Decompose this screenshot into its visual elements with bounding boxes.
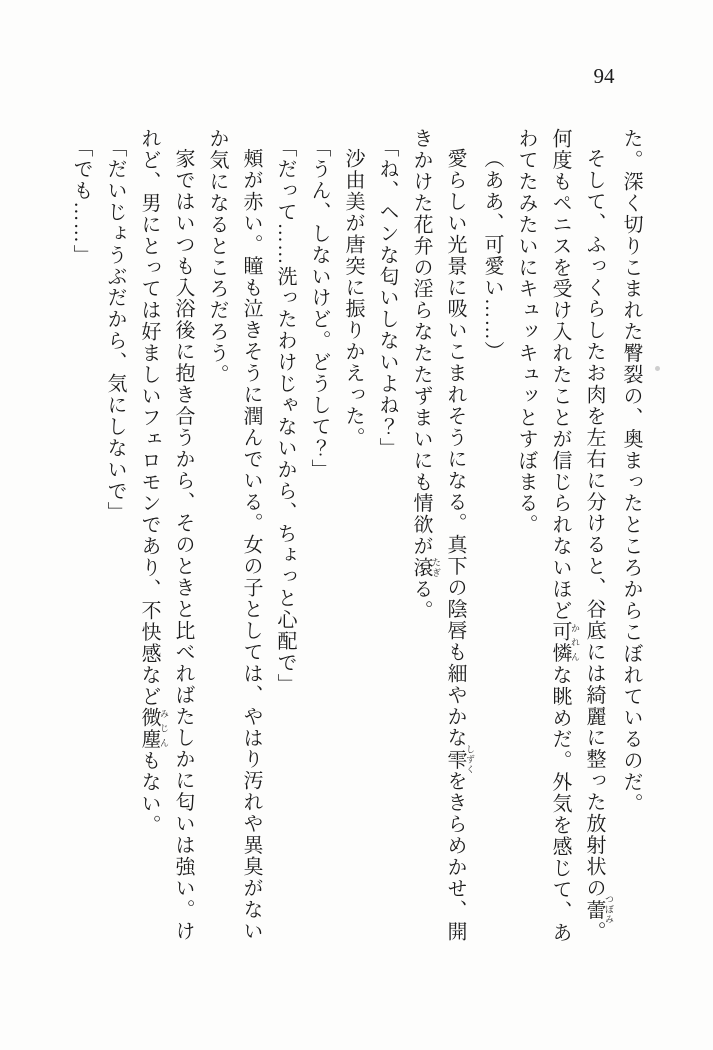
paragraph: 沙由美が唐突に振りかえった。 xyxy=(342,148,364,449)
furigana-ruby: 滾 たぎ xyxy=(410,557,441,579)
paragraph: 家ではいつも入浴後に抱き合うから、そのときと比べればたしかに匂いは強い。けれど、男にとっては好ましいフェロモンであり、不快感など微塵 みじんもない。 xyxy=(138,128,194,942)
paragraph: 「だいじょうぶだから、気にしないで」 xyxy=(104,137,126,524)
page-number: 94 xyxy=(593,64,615,88)
paragraph: 頰が赤い。瞳も泣きそうに潤んでいる。女の子としては、やはり汚れや異臭がないか気になるところだろう。 xyxy=(206,128,262,942)
paragraph: 「でも……」 xyxy=(70,137,92,266)
paragraph: 「うん、しないけど。どうして？」 xyxy=(308,137,330,481)
paragraph: 「だって……洗ったわけじゃないから、ちょっと心配で」 xyxy=(274,137,296,695)
scan-speck xyxy=(655,366,660,371)
vertical-text-block xyxy=(64,128,648,946)
furigana-ruby: 微塵 みじん xyxy=(138,707,169,751)
paragraph: 「ね、ヘンな匂いしないよね？」 xyxy=(376,137,398,459)
furigana-ruby: 蕾 つぼみ xyxy=(583,894,614,925)
paragraph: た。深く切りこまれた臀裂の、奥まったところからこぼれているのだ。 xyxy=(620,128,642,815)
paragraph: 愛らしい光景に吸いこまれそうになる。真下の陰唇も細やかな雫 しずくをきらめかせ、開きかけた花弁の淫らなたたずまいにも情欲が滾 たぎる。 xyxy=(410,128,475,943)
furigana-ruby: 雫 しずく xyxy=(444,744,475,775)
paragraph: そして、ふっくらしたお肉を左右に分けると、谷底には綺麗に整った放射状の蕾 つぼみ。何度もペニスを受け入れたことが信じられないほど可憐 かれんな眺めだ。外気を感じて、あわてたみたいにキュッキュッとすぼまる。 xyxy=(515,128,614,944)
paragraph: （ああ、可愛い……） xyxy=(481,148,503,363)
furigana-ruby: 可憐 かれん xyxy=(549,621,580,665)
